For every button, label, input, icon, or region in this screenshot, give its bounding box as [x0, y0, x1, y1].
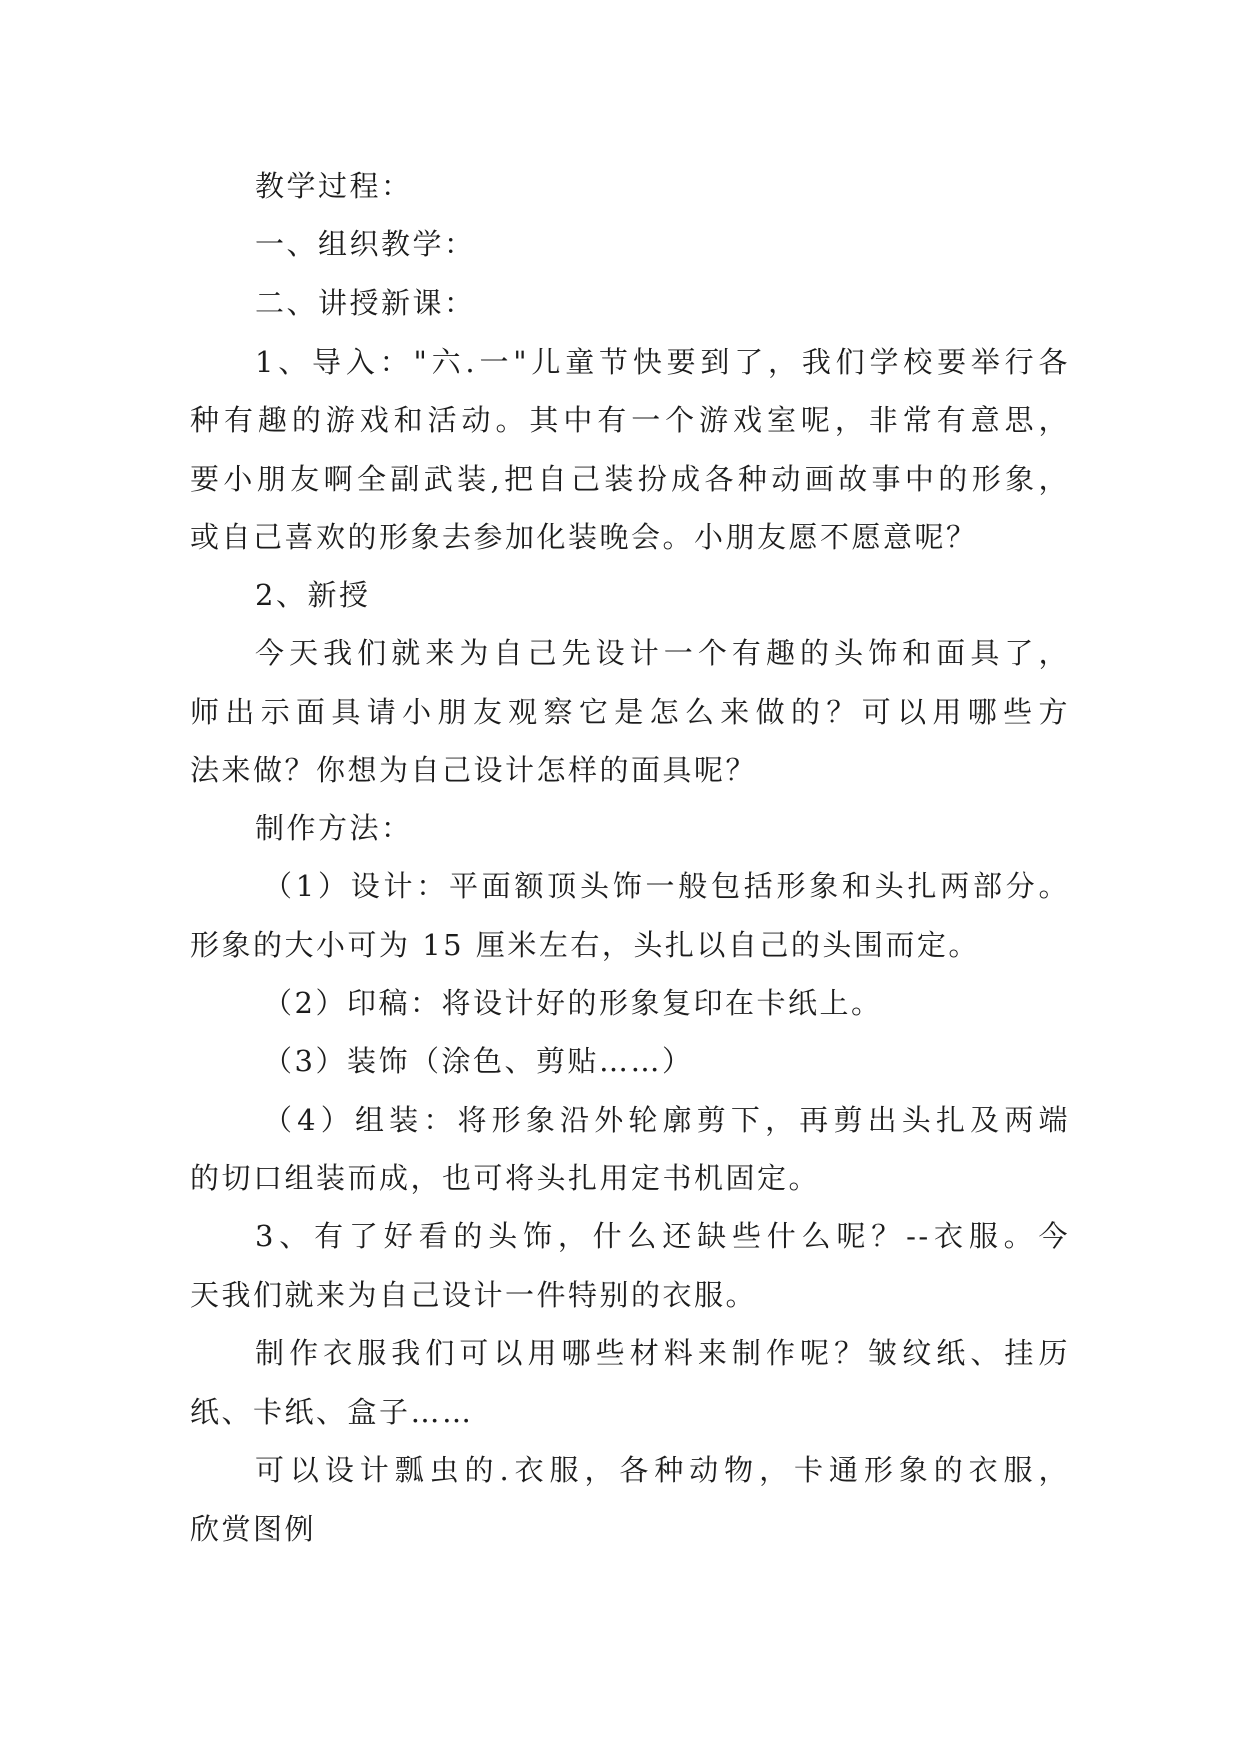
step-4-line-2: 的切口组装而成，也可将头扎用定书机固定。 [190, 1161, 821, 1195]
paragraph-intro-line-4: 或自己喜欢的形象去参加化装晚会。小朋友愿不愿意呢？ [190, 520, 978, 554]
paragraph-materials-line-2: 纸、卡纸、盒子…… [190, 1395, 474, 1429]
paragraph-design-line-3: 法来做？你想为自己设计怎样的面具呢？ [190, 753, 758, 787]
paragraph-intro-line-1: 1、导入："六.一"儿童节快要到了，我们学校要举行各 [255, 345, 1070, 379]
paragraph-examples-line-2: 欣赏图例 [190, 1512, 317, 1546]
step-2: （2）印稿：将设计好的形象复印在卡纸上。 [263, 986, 883, 1020]
paragraph-clothes-line-2: 天我们就来为自己设计一件特别的衣服。 [190, 1278, 758, 1312]
paragraph-examples-line-1: 可以设计瓢虫的.衣服，各种动物，卡通形象的衣服， [255, 1453, 1070, 1487]
step-1-line-1: （1）设计：平面额顶头饰一般包括形象和头扎两部分。 [263, 869, 1070, 903]
paragraph-intro-line-3: 要小朋友啊全副武装,把自己装扮成各种动画故事中的形象， [190, 462, 1070, 496]
step-4-line-1: （4）组装：将形象沿外轮廓剪下，再剪出头扎及两端 [263, 1103, 1070, 1137]
section-heading-method: 制作方法： [255, 811, 413, 845]
paragraph-design-line-2: 师出示面具请小朋友观察它是怎么来做的？可以用哪些方 [190, 695, 1070, 729]
section-heading-teaching-process: 教学过程： [255, 169, 413, 203]
section-heading-new-lesson: 二、讲授新课： [255, 286, 476, 320]
step-1-line-2: 形象的大小可为 15 厘米左右，头扎以自己的头围而定。 [190, 928, 980, 962]
section-heading-organize-teaching: 一、组织教学： [255, 227, 476, 261]
paragraph-clothes-line-1: 3、有了好看的头饰，什么还缺些什么呢？--衣服。今 [255, 1219, 1070, 1253]
section-heading-new-teaching: 2、新授 [255, 578, 371, 612]
step-3: （3）装饰（涂色、剪贴……） [263, 1044, 694, 1078]
paragraph-materials-line-1: 制作衣服我们可以用哪些材料来制作呢？皱纹纸、挂历 [255, 1336, 1070, 1370]
paragraph-intro-line-2: 种有趣的游戏和活动。其中有一个游戏室呢，非常有意思， [190, 403, 1070, 437]
paragraph-design-line-1: 今天我们就来为自己先设计一个有趣的头饰和面具了， [255, 636, 1070, 670]
